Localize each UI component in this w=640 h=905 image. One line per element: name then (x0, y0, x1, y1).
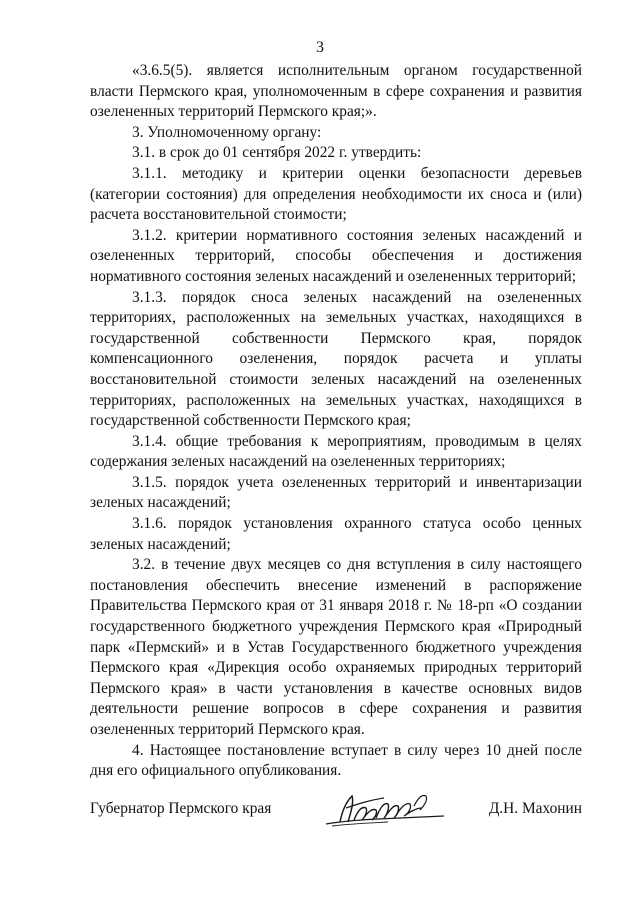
paragraph-3-1-2: 3.1.2. критерии нормативного состояния зеленых насаждений и озелененных территорий, способы обеспечения и достижения нормативного состояния зеленых насаждений и озелененных территорий; (90, 226, 582, 285)
paragraph-3-2: 3.2. в течение двух месяцев со дня вступления в силу настоящего постановления обеспечить внесение изменений в распоряжение Правительства Пермского края от 31 января 2018 г. № 18-рп «О создании государственного бюджетного учреждения Пермского края «Природный парк «Пермский» и в Устав Государственного бюджетного учреждения Пермского края «Дирекция особо охраняемых природных территорий Пермского края» в части установления в качестве основных видов деятельности решение вопросов в сфере сохранения и развития озелененных территорий Пермского края. (90, 556, 582, 738)
page-number: 3 (316, 39, 324, 56)
paragraph-4: 4. Настоящее постановление вступает в силу через 10 дней после дня его официального опубликования. (90, 741, 582, 780)
paragraph-3-1-4: 3.1.4. общие требования к мероприятиям, проводимым в целях содержания зеленых насаждений на озелененных территориях; (90, 432, 582, 471)
paragraph-3-1-5: 3.1.5. порядок учета озелененных территорий и инвентаризации зеленых насаждений; (90, 473, 582, 512)
paragraph-3-1-1: 3.1.1. методику и критерии оценки безопасности деревьев (категории состояния) для определения необходимости их сноса и (или) расчета восстановительной стоимости; (90, 164, 582, 224)
signatory-name: Д.Н. Махонин (488, 800, 582, 817)
document-body (90, 61, 582, 782)
paragraph-3-1: 3.1. в срок до 01 сентября 2022 г. утвердить: (132, 144, 422, 162)
paragraph-3-6-5-5: «3.6.5(5). является исполнительным органом государственной власти Пермского края, уполномоченным в сфере сохранения и развития озелененных территорий Пермского края;». (90, 62, 582, 121)
paragraph-3: 3. Уполномоченному органу: (132, 123, 322, 141)
signatory-title: Губернатор Пермского края (90, 800, 272, 817)
paragraph-3-1-6: 3.1.6. порядок установления охранного статуса особо ценных зеленых насаждений; (90, 515, 582, 553)
handwritten-signature (318, 786, 448, 834)
paragraph-3-1-3: 3.1.3. порядок сноса зеленых насаждений на озелененных территориях, расположенных на земельных участках, находящихся в государственной собственности Пермского края, порядок компенсационного озеленения, порядок расчета и уплаты восстановительной стоимости зеленых насаждений на озелененных территориях, расположенных на земельных участках, находящихся в государственной собственности Пермского края; (90, 288, 582, 430)
